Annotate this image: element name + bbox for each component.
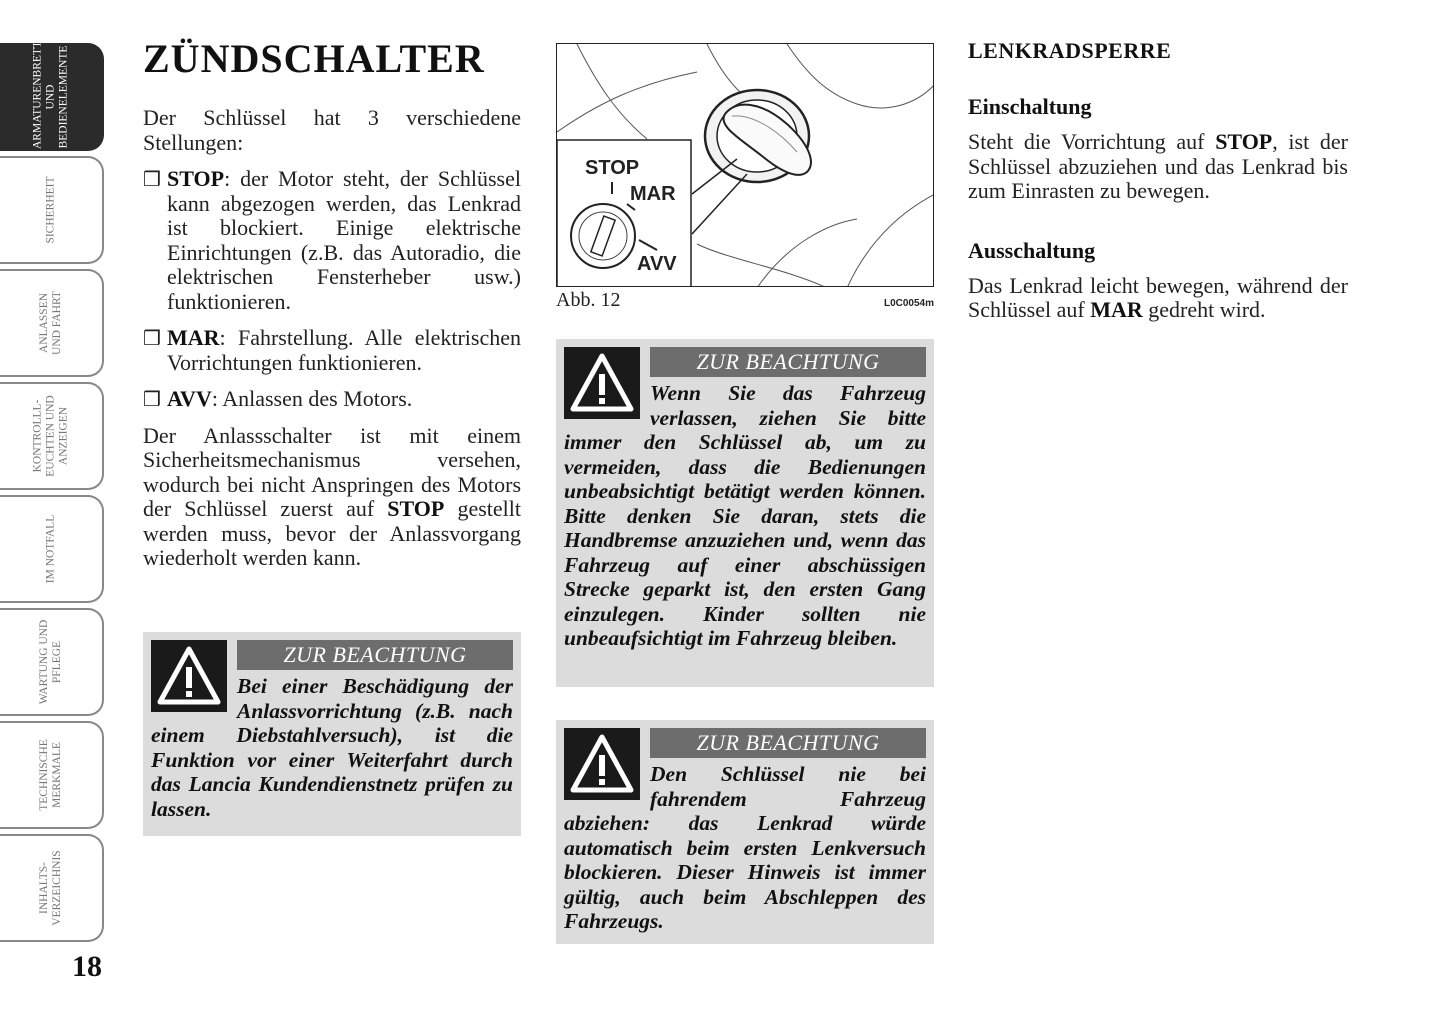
figure-caption-row — [556, 289, 934, 312]
figure-label-mar: MAR — [630, 183, 676, 205]
tab-technische-merkmale[interactable] — [0, 721, 104, 829]
section-title: LENKRADSPERRE — [968, 38, 1172, 63]
paragraph-text: gestellt werden muss, bevor der Anlassvorgang wiederholt werden kann. — [143, 496, 521, 570]
warning-triangle-icon — [151, 640, 227, 712]
tab-label: ARMATURENBRETT UND BEDIENELEMENTE — [31, 41, 70, 149]
figure-label-avv: AVV — [637, 253, 677, 275]
paragraph-text: Das Lenkrad leicht bewegen, während der Schlüssel auf — [968, 272, 1348, 322]
warning-heading: ZUR BEACHTUNG — [237, 640, 513, 670]
list-item-text — [167, 326, 521, 375]
intro-paragraph: Der Schlüssel hat 3 verschiedene Stellungen: — [143, 105, 521, 155]
paragraph-text: gedreht wird. — [1142, 297, 1266, 322]
paragraph-text: Steht die Vorrichtung auf — [968, 129, 1216, 154]
tab-label: TECHNISCHE MERKMALE — [38, 739, 63, 811]
position-description: : der Motor steht, der Schlüssel kann abgezogen werden, das Lenkrad ist blockiert. Einige elektrische Einrichtungen (z.B. das Autoradio, die elektrischen Fensterheber usw.) funktionieren. — [167, 166, 521, 314]
warning-box-damage — [143, 632, 521, 836]
list-item — [143, 387, 521, 412]
position-description: : Fahrstellung. Alle elektrischen Vorrichtungen funktionieren. — [167, 325, 521, 375]
tab-sicherheit[interactable] — [0, 156, 104, 264]
safety-paragraph — [143, 424, 521, 571]
checkbox-bullet-icon: ❒ — [143, 167, 161, 191]
tab-im-notfall[interactable] — [0, 495, 104, 603]
tab-label: ANLASSEN UND FAHRT — [38, 291, 63, 355]
warning-triangle-icon — [564, 728, 640, 800]
warning-heading: ZUR BEACHTUNG — [650, 728, 926, 758]
paragraph-key: MAR — [1090, 297, 1143, 322]
tab-wartung-und-pflege[interactable] — [0, 608, 104, 716]
figure-caption: Abb. 12 — [556, 289, 621, 311]
subsection-title-ausschaltung: Ausschaltung — [968, 237, 1096, 263]
warning-box-leaving-vehicle — [556, 339, 934, 687]
checkbox-bullet-icon: ❒ — [143, 326, 161, 350]
warning-box-driving — [556, 720, 934, 944]
figure-label-stop: STOP — [585, 157, 640, 179]
tab-label: WARTUNG UND PFLEGE — [38, 619, 63, 705]
list-item — [143, 326, 521, 375]
warning-triangle-icon — [564, 347, 640, 419]
tab-label: KONTROLLL- EUCHTEN UND ANZEIGEN — [31, 395, 70, 477]
column-steering-lock — [968, 38, 1348, 323]
warning-text: Bei einer Beschädigung der Anlassvorrichtung (z.B. nach einem Diebstahlversuch), ist die Funktion vor einer Weiterfahrt durch das Lancia Kundendienstnetz prüfen zu lassen. — [151, 674, 513, 821]
position-key: STOP — [167, 166, 225, 191]
position-description: : Anlassen des Motors. — [211, 386, 413, 411]
tab-inhaltsverzeichnis[interactable] — [0, 834, 104, 942]
page-number: 18 — [72, 950, 102, 983]
tab-label: IM NOTFALL — [44, 514, 57, 584]
tab-anlassen-und-fahrt[interactable] — [0, 269, 104, 377]
subsection-title-einschaltung: Einschaltung — [968, 94, 1092, 119]
paragraph-key: STOP — [387, 496, 445, 521]
warning-heading: ZUR BEACHTUNG — [650, 347, 926, 377]
column-figure-warnings — [556, 43, 934, 312]
page-title: ZÜNDSCHALTER — [143, 36, 485, 81]
position-key: AVV — [167, 386, 212, 411]
position-key: MAR — [167, 325, 220, 350]
ignition-figure — [556, 43, 934, 287]
figure-code: L0C0054m — [883, 298, 934, 309]
tab-label: INHALTS- VERZEICHNIS — [38, 850, 63, 926]
paragraph-text: Der Anlassschalter ist mit einem Sicherheitsmechanismus versehen, wodurch bei nicht Anspringen des Motors der Schlüssel zuerst auf — [143, 422, 521, 521]
warning-text: Den Schlüssel nie bei fahrendem Fahrzeug abziehen: das Lenkrad würde automatisch beim ersten Lenkversuch blockieren. Dieser Hinweis ist immer gültig, auch beim Abschleppen des Fahrzeugs. — [564, 762, 926, 933]
tab-armaturenbrett[interactable] — [0, 43, 104, 151]
einschaltung-paragraph — [968, 130, 1348, 204]
list-item-text — [167, 387, 521, 412]
tab-label: SICHERHEIT — [44, 176, 57, 244]
column-ignition — [143, 35, 521, 571]
tab-kontrollleuchten[interactable] — [0, 382, 104, 490]
ausschaltung-paragraph — [968, 274, 1348, 323]
paragraph-text: , ist der Schlüssel abzuziehen und das Lenkrad bis zum Einrasten zu bewegen. — [968, 129, 1348, 203]
checkbox-bullet-icon: ❒ — [143, 387, 161, 411]
list-item — [143, 167, 521, 314]
paragraph-key: STOP — [1215, 129, 1273, 154]
list-item-text — [167, 167, 521, 314]
warning-text: Wenn Sie das Fahrzeug verlassen, ziehen Sie bitte immer den Schlüssel ab, um zu vermeiden, dass die Bedienungen unbeabsichtigt betätigt werden können. Bitte denken Sie daran, stets die Handbremse anzuziehen und, wenn das Fahrzeug auf einer abschüssigen Strecke geparkt ist, den ersten Gang einzulegen. Kinder sollten nie unbeaufsichtigt im Fahrzeug bleiben. — [564, 381, 926, 650]
